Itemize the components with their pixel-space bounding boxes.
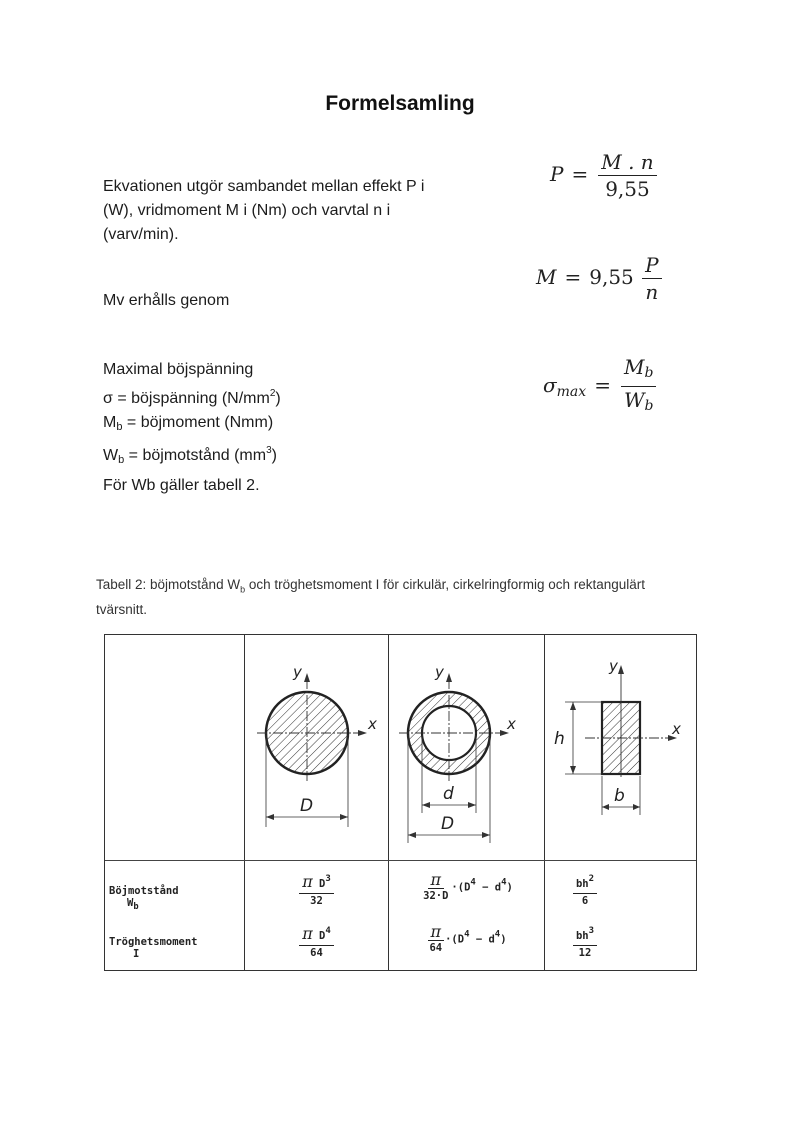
pi-symbol: π: [302, 924, 313, 943]
denominator: 32·D: [423, 890, 449, 902]
pi-symbol: π: [302, 872, 313, 891]
subscript: b: [116, 421, 123, 433]
text-line: Mv erhålls genom: [103, 292, 230, 309]
formula-rectangle-i: [545, 923, 625, 961]
superscript: 4: [501, 877, 507, 888]
diameter-label: D: [300, 796, 314, 816]
text-line: (W), vridmoment M i (Nm) och varvtal n i: [103, 202, 391, 219]
superscript: 2: [588, 874, 595, 884]
solid-circle-cross-section-icon: [245, 651, 388, 851]
denominator: 9,55: [605, 177, 650, 201]
formula-rectangle-wb: [545, 871, 625, 909]
formula-lhs: σ: [543, 373, 557, 397]
outer-diameter-label: D: [441, 814, 455, 834]
height-label: h: [554, 729, 565, 749]
subscript: b: [118, 454, 125, 466]
table-caption: [96, 575, 696, 620]
expression: ): [500, 933, 507, 946]
axis-y-label: y: [609, 657, 618, 675]
text-line: Ekvationen utgör sambandet mellan effekt P i: [103, 178, 425, 195]
torque-formula: [536, 253, 664, 304]
denominator: 12: [578, 947, 592, 959]
caption-text: Tabell 2: böjmotstånd W: [96, 577, 241, 592]
definition-tail: ): [271, 447, 277, 464]
axis-x-label: x: [672, 720, 681, 738]
caption-text: och tröghetsmoment I för cirkulär, cirkelringformig och rektangulärt tvärsnitt.: [96, 577, 646, 617]
denominator: n: [645, 280, 659, 304]
label-symbol: I: [133, 948, 140, 960]
expression: − d: [475, 881, 502, 894]
expression: − d: [469, 933, 495, 946]
table-reference-note: [103, 474, 260, 498]
axis-x-label: x: [507, 715, 516, 733]
subscript: b: [240, 584, 246, 595]
denominator: W: [623, 388, 645, 412]
definition-text: = böjmotstånd (mm: [124, 447, 267, 464]
formula-lhs: P: [550, 162, 564, 186]
formula-solid-circle-i: [245, 923, 388, 961]
axis-y-label: y: [435, 663, 444, 681]
superscript: 4: [494, 929, 501, 940]
equals-sign: =: [564, 265, 582, 289]
symbol: W: [103, 447, 119, 464]
superscript: 3: [325, 874, 331, 884]
power-equation-description: [103, 175, 424, 247]
torque-description: [103, 289, 229, 313]
numerator: bh: [575, 878, 589, 890]
axis-x-label: x: [368, 715, 377, 733]
superscript: 3: [266, 445, 272, 456]
expression: ): [506, 881, 513, 894]
definition-text: = böjmoment (Nmm): [122, 414, 274, 431]
numerator: M . n: [598, 150, 656, 176]
pi-symbol: π: [428, 923, 445, 941]
fraction: [621, 355, 657, 418]
denominator: 64: [429, 942, 443, 954]
label-text: Tröghetsmoment: [109, 936, 198, 948]
expression: ·(D: [445, 933, 465, 946]
equals-sign: =: [571, 162, 589, 186]
numerator: P: [642, 253, 661, 279]
section-modulus-table: [104, 634, 697, 971]
formula-lhs: M: [536, 265, 557, 289]
definition-text: = böjspänning (N/mm: [112, 390, 270, 407]
subscript: b: [644, 365, 654, 381]
label-symbol: W: [127, 897, 134, 909]
pi-symbol: π: [428, 871, 445, 889]
axis-y-label: y: [293, 663, 302, 681]
power-formula: [550, 150, 659, 201]
coefficient: 9,55: [589, 265, 634, 289]
numerator: M: [623, 355, 645, 379]
subscript: b: [133, 902, 139, 913]
denominator: 6: [581, 895, 589, 907]
rectangle-cross-section-icon: [545, 651, 695, 851]
definition-mb: [103, 411, 281, 439]
subscript: max: [556, 384, 587, 400]
definition-sigma: [103, 382, 281, 411]
page-title: Formelsamling: [325, 92, 475, 115]
denominator: 64: [310, 947, 323, 959]
superscript: 3: [588, 926, 595, 936]
row-label-moment-of-inertia: [109, 936, 239, 960]
label-text: Böjmotstånd: [109, 885, 179, 897]
ring-cross-section-icon: [389, 651, 544, 861]
bending-stress-definitions: [103, 358, 281, 472]
fraction: [598, 150, 656, 201]
section-heading: Maximal böjspänning: [103, 361, 254, 378]
formula-solid-circle-wb: [245, 871, 388, 909]
text-line: För Wb gäller tabell 2.: [103, 477, 260, 494]
numerator: D: [319, 878, 326, 890]
numerator: bh: [575, 930, 589, 942]
text-line: (varv/min).: [103, 226, 179, 243]
superscript: 4: [325, 926, 331, 936]
subscript: b: [644, 398, 654, 414]
definition-wb: [103, 439, 281, 472]
equals-sign: =: [594, 373, 611, 397]
width-label: b: [614, 786, 625, 806]
formula-ring-i: [389, 923, 544, 956]
expression: ·(D: [451, 881, 471, 894]
row-label-section-modulus: [109, 885, 229, 912]
symbol: σ: [103, 390, 113, 407]
inner-diameter-label: d: [443, 784, 454, 804]
definition-tail: ): [275, 390, 281, 407]
numerator: D: [319, 930, 326, 942]
fraction: [642, 253, 661, 304]
symbol: M: [103, 414, 117, 431]
superscript: 2: [269, 388, 276, 399]
denominator: 32: [310, 895, 323, 907]
max-bending-stress-formula: [543, 355, 658, 418]
formula-ring-wb: [389, 871, 544, 904]
superscript: 4: [470, 877, 476, 888]
superscript: 4: [464, 929, 470, 940]
